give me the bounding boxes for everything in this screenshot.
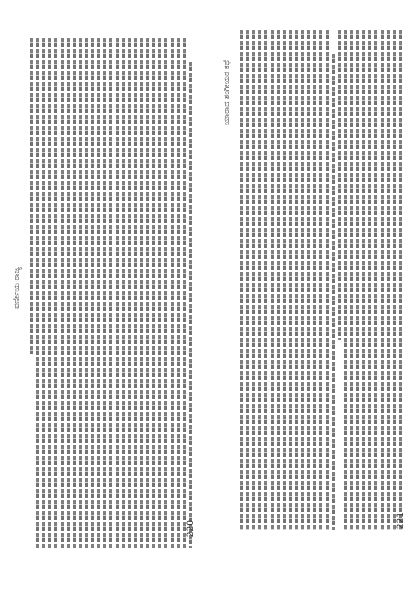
left-running-head: ವರ್ಣೀಯ ರಾಜ್ಯ <box>12 267 21 309</box>
text-line <box>140 38 143 548</box>
text-line <box>189 62 192 548</box>
text-line <box>368 30 371 530</box>
text-line <box>326 30 329 530</box>
text-line <box>97 38 100 548</box>
text-line <box>374 30 377 530</box>
text-line <box>67 38 70 548</box>
text-line <box>313 30 316 530</box>
right-page <box>210 0 420 594</box>
text-line <box>264 30 267 530</box>
text-line <box>393 30 396 530</box>
text-line <box>240 30 243 530</box>
right-page-number: 221 <box>396 512 406 530</box>
text-line <box>177 38 180 548</box>
text-line <box>399 30 402 530</box>
text-line <box>271 30 274 530</box>
text-line <box>344 30 347 530</box>
left-page-number: 220 <box>186 520 196 538</box>
text-line <box>350 30 353 530</box>
text-line <box>48 38 51 548</box>
text-line <box>356 30 359 530</box>
text-line <box>73 38 76 548</box>
text-line <box>332 54 335 530</box>
text-line <box>362 30 365 530</box>
text-line <box>252 30 255 530</box>
text-line <box>128 38 131 548</box>
text-line <box>164 38 167 548</box>
text-line <box>171 38 174 548</box>
text-line <box>277 30 280 530</box>
text-line <box>42 38 45 548</box>
text-line <box>258 30 261 530</box>
text-line <box>79 38 82 548</box>
text-line <box>381 30 384 530</box>
text-line <box>134 38 137 548</box>
text-line <box>301 30 304 530</box>
text-line <box>387 30 390 530</box>
text-line <box>109 38 112 548</box>
text-line <box>338 30 341 340</box>
right-body-text <box>240 30 402 530</box>
text-line <box>183 38 186 548</box>
text-line <box>152 38 155 548</box>
text-line <box>54 38 57 548</box>
text-line <box>61 38 64 548</box>
right-running-head: ಯಾರಾದ ಶಂಗೀಯರ ಕಥೆ <box>222 60 231 126</box>
text-line <box>283 30 286 530</box>
text-line <box>158 38 161 548</box>
text-line <box>307 30 310 530</box>
text-line <box>103 38 106 548</box>
text-line <box>122 38 125 548</box>
text-line <box>85 38 88 548</box>
text-line <box>295 30 298 530</box>
text-line <box>246 30 249 530</box>
text-line <box>146 38 149 548</box>
text-line <box>91 38 94 548</box>
text-line <box>116 38 119 548</box>
text-line <box>36 38 39 548</box>
left-body-text <box>30 38 192 548</box>
text-line <box>319 30 322 530</box>
text-line <box>30 38 33 354</box>
text-line <box>289 30 292 530</box>
